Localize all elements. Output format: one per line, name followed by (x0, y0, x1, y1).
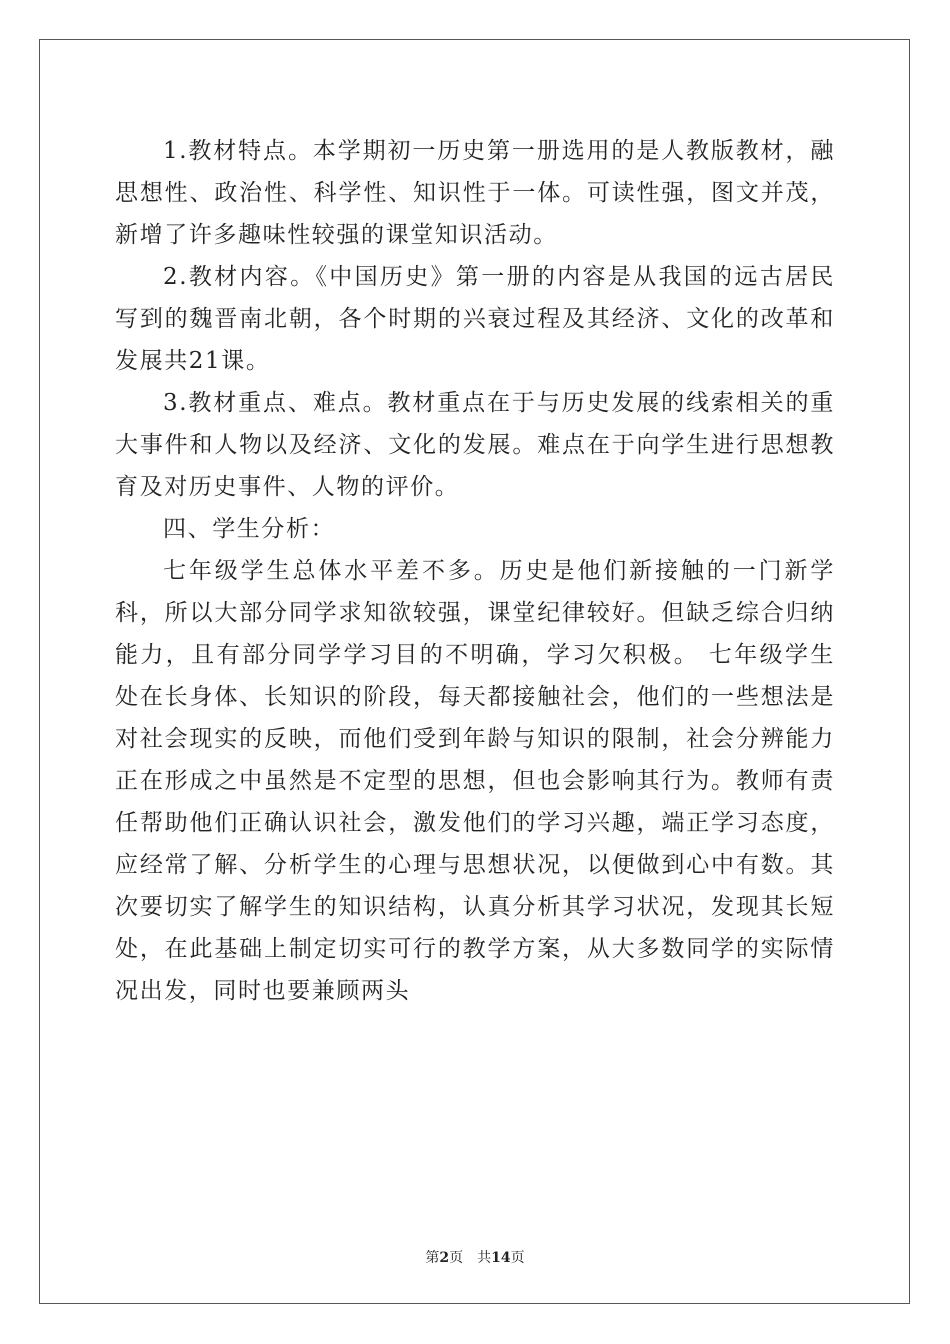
page-total: 14 (491, 1250, 511, 1266)
paragraph-key-points: 3.教材重点、难点。教材重点在于与历史发展的线索相关的重大事件和人物以及经济、文化的发展。难点在于向学生进行思想教育及对历史事件、人物的评价。 (115, 390, 835, 500)
page-suffix: 页 (449, 1250, 464, 1266)
total-prefix: 共 (477, 1250, 492, 1266)
total-suffix: 页 (510, 1250, 525, 1266)
page-footer (0, 1247, 950, 1267)
paragraph-student-analysis: 七年级学生总体水平差不多。历史是他们新接触的一门新学科，所以大部分同学求知欲较强，课堂纪律较好。但缺乏综合归纳能力，且有部分同学学习目的不明确，学习欠积极。 七年级学生处在长身体、长知识的阶段，每天都接触社会，他们的一些想法是对社会现实的反映，而他们受到年龄与知识的限制，社会分辨能力正在形成之中虽然是不定型的思想，但也会影响其行为。教师有责任帮助他们正确认识社会，激发他们的学习兴趣，端正学习态度，应经常了解、分析学生的心理与思想状况，以便做到心中有数。其次要切实了解学生的知识结构，认真分析其学习状况，发现其长短处，在此基础上制定切实可行的教学方案，从大多数同学的实际情况出发，同时也要兼顾两头 (115, 558, 835, 1004)
page-current: 2 (439, 1250, 450, 1266)
document-body (115, 130, 835, 1012)
paragraph-textbook-features: 1.教材特点。本学期初一历史第一册选用的是人教版教材，融思想性、政治性、科学性、知识性于一体。可读性强，图文并茂，新增了许多趣味性较强的课堂知识活动。 (115, 138, 835, 248)
paragraph-textbook-content: 2.教材内容。《中国历史》第一册的内容是从我国的远古居民写到的魏晋南北朝，各个时期的兴衰过程及其经济、文化的改革和发展共21课。 (115, 264, 835, 374)
section-heading-student-analysis: 四、学生分析： (163, 516, 336, 542)
page-prefix: 第 (425, 1250, 440, 1266)
